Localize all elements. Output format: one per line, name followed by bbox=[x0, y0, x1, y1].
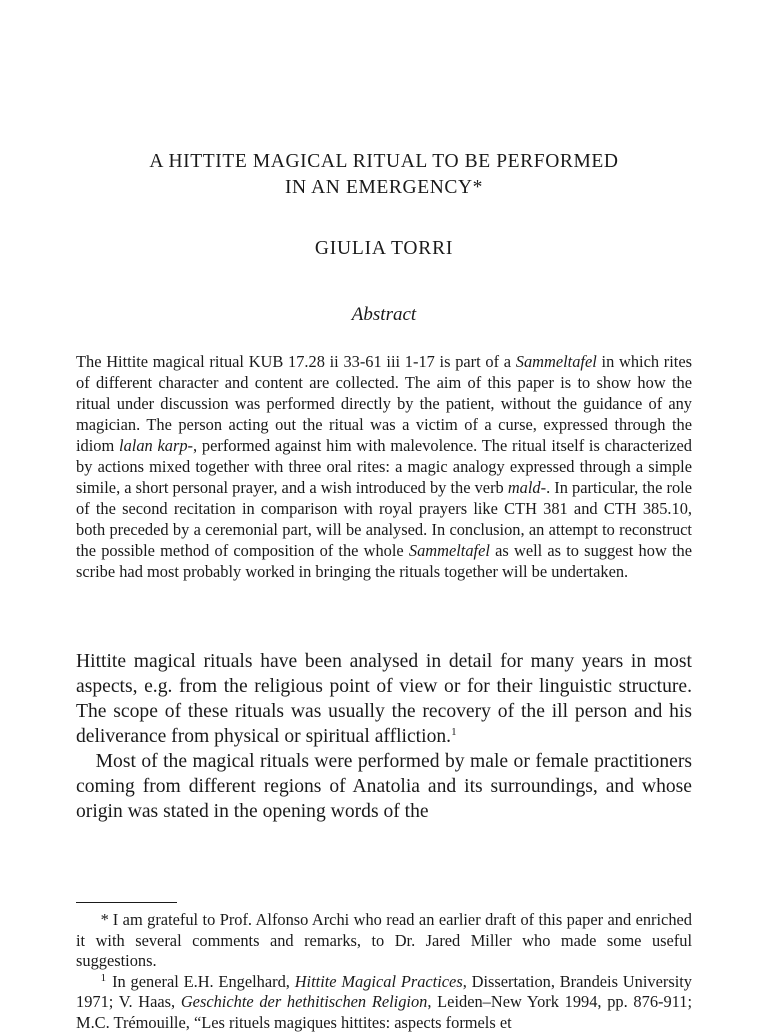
body-paragraph-1 bbox=[76, 649, 692, 749]
title-line-1: A HITTITE MAGICAL RITUAL TO BE PERFORMED bbox=[76, 149, 692, 175]
author-name: GIULIA TORRI bbox=[76, 238, 692, 260]
footnote-star-marker: * bbox=[101, 910, 109, 929]
footnote-reference-1[interactable]: 1 bbox=[451, 726, 457, 738]
body-paragraph-1-text: Hittite magical rituals have been analysed in detail for many years in most aspects, e.g. from the religious point of view or for their linguistic structure. The scope of these rituals was usually the recovery of the ill person and his deliverance from physical or spiritual affliction. bbox=[76, 651, 692, 747]
abstract-italic-term: mald- bbox=[508, 478, 546, 497]
abstract-segment: , performed against him with malevolence. The ritual itself is characterized by actions mixed together with three oral rites: a magic analogy expressed through a simple simile, a short personal prayer, and a wish introduced by the verb bbox=[76, 436, 692, 497]
abstract-segment: as well as to suggest how the scribe had most probably worked in bringing the rituals together will be undertaken. bbox=[76, 541, 692, 581]
abstract-italic-term: lalan karp- bbox=[119, 436, 193, 455]
abstract-segment: The Hittite magical ritual KUB 17.28 ii 33-61 iii 1-17 is part of a bbox=[76, 352, 516, 371]
abstract-text bbox=[76, 351, 692, 582]
body-paragraph-2: Most of the magical rituals were performed by male or female practitioners coming from different regions of Anatolia and its surroundings, and whose origin was stated in the opening words of the bbox=[76, 749, 692, 824]
footnote-1-segment: , Leiden–New York 1994, pp. 876-911; M.C. Trémouille, “Les rituels magiques hittites: aspects formels et bbox=[76, 992, 692, 1032]
title-line-2: IN AN EMERGENCY* bbox=[76, 175, 692, 201]
footnote-star bbox=[76, 910, 692, 972]
footnote-1-segment: , Dissertation, Brandeis University 1971; V. Haas, bbox=[76, 972, 692, 1012]
footnotes bbox=[76, 910, 692, 1033]
footnote-divider bbox=[76, 902, 177, 903]
footnote-1-segment: In general E.H. Engelhard, bbox=[112, 972, 295, 991]
footnote-1-marker: 1 bbox=[101, 972, 107, 984]
footnote-1-italic-title: Geschichte der hethitischen Religion bbox=[181, 992, 428, 1011]
footnote-star-text: I am grateful to Prof. Alfonso Archi who read an earlier draft of this paper and enriched it with several comments and remarks, to Dr. Jared Miller who made some useful suggestions. bbox=[76, 910, 692, 970]
abstract-italic-term: Sammeltafel bbox=[516, 352, 597, 371]
abstract-heading: Abstract bbox=[76, 304, 692, 326]
abstract-italic-term: Sammeltafel bbox=[409, 541, 490, 560]
body-text bbox=[76, 649, 692, 824]
paper-title bbox=[76, 149, 692, 201]
abstract-segment: in which rites of different character and content are collected. The aim of this paper is to show how the ritual under discussion was performed directly by the patient, without the guidance of any magician. The person acting out the ritual was a victim of a curse, expressed through the idiom bbox=[76, 352, 692, 455]
abstract-segment: . In particular, the role of the second recitation in comparison with royal prayers like CTH 381 and CTH 385.10, both preceded by a ceremonial part, will be analysed. In conclusion, an attempt to reconstruct the possible method of composition of the whole bbox=[76, 478, 692, 560]
footnote-1-italic-title: Hittite Magical Practices bbox=[295, 972, 463, 991]
